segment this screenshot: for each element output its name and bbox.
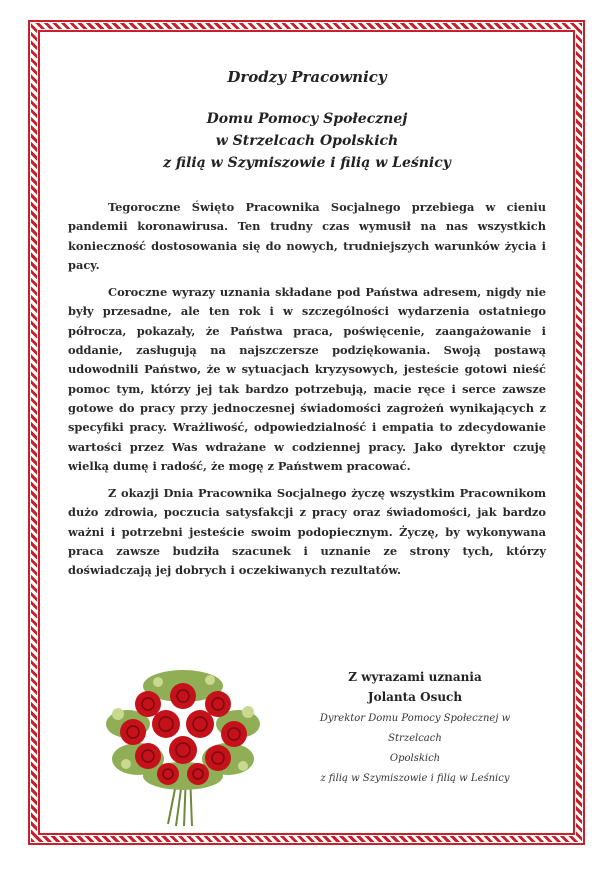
signer-role-line: Opolskich: [389, 753, 441, 764]
signer-name: Jolanta Osuch: [367, 690, 463, 704]
letter-body: [68, 198, 546, 581]
signer-role-line: z filią w Szymiszowie i filią w Leśnicy: [320, 773, 510, 784]
letter-paragraph: Coroczne wyrazy uznania składane pod Państwa adresem, nigdy nie były przesadne, ale ten rok i w szczególności wydarzenia ostatniego półrocza, pokazały, że Państwa praca, poświęcenie, zaangażowanie i oddanie, zasługują na najszczersze podziękowania. Swoją postawą udowodnili Państwo, że w sytuacjach kryzysowych, jesteście gotowi nieść pomoc tym, którzy jej tak bardzo potrzebują, macie ręce i serce zawsze gotowe do pracy przy jednoczesnej świadomości zagrożeń wynikających z specyfiki pracy. Wrażliwość, odpowiedzialność i empatia to zdecydowanie wartości przez Was wdrażane w codziennej pracy. Jako dyrektor czuję wielką dumę i radość, że mogę z Państwem pracować.: [68, 285, 546, 473]
letter-paragraph: Tegoroczne Święto Pracownika Socjalnego przebiega w cieniu pandemii koronawirusa. Ten trudny czas wymusił na nas wszystkich konieczność dostosowania się do nowych, trudniejszych warunków życia i pacy.: [68, 200, 546, 272]
recipient-line: z filią w Szymiszowie i filią w Leśnicy: [163, 155, 451, 171]
letter-greeting: Drodzy Pracownicy: [227, 68, 387, 86]
letter-content: [68, 60, 546, 589]
signer-role-line: Dyrektor Domu Pomocy Społecznej w Strzelcach: [319, 713, 511, 744]
letter-paragraph: Z okazji Dnia Pracownika Socjalnego życzę wszystkim Pracownikom dużo zdrowia, poczucia satysfakcji z pracy oraz świadomości, jak bardzo ważni i potrzebni jesteście swoim podopiecznym. Życzę, by wykonywana praca zawsze budziła szacunek i uznanie ze strony tych, którzy doświadczają jej dobrych i oczekiwanych rezultatów.: [68, 486, 546, 578]
bouquet-image: [98, 664, 268, 829]
recipient-line: w Strzelcach Opolskich: [215, 133, 399, 149]
recipient-line: Domu Pomocy Społecznej: [206, 111, 408, 127]
closing-phrase: Z wyrazami uznania: [348, 670, 482, 684]
signer-role: [300, 709, 530, 789]
signature-block: [300, 667, 530, 789]
recipient-block: [68, 108, 546, 174]
